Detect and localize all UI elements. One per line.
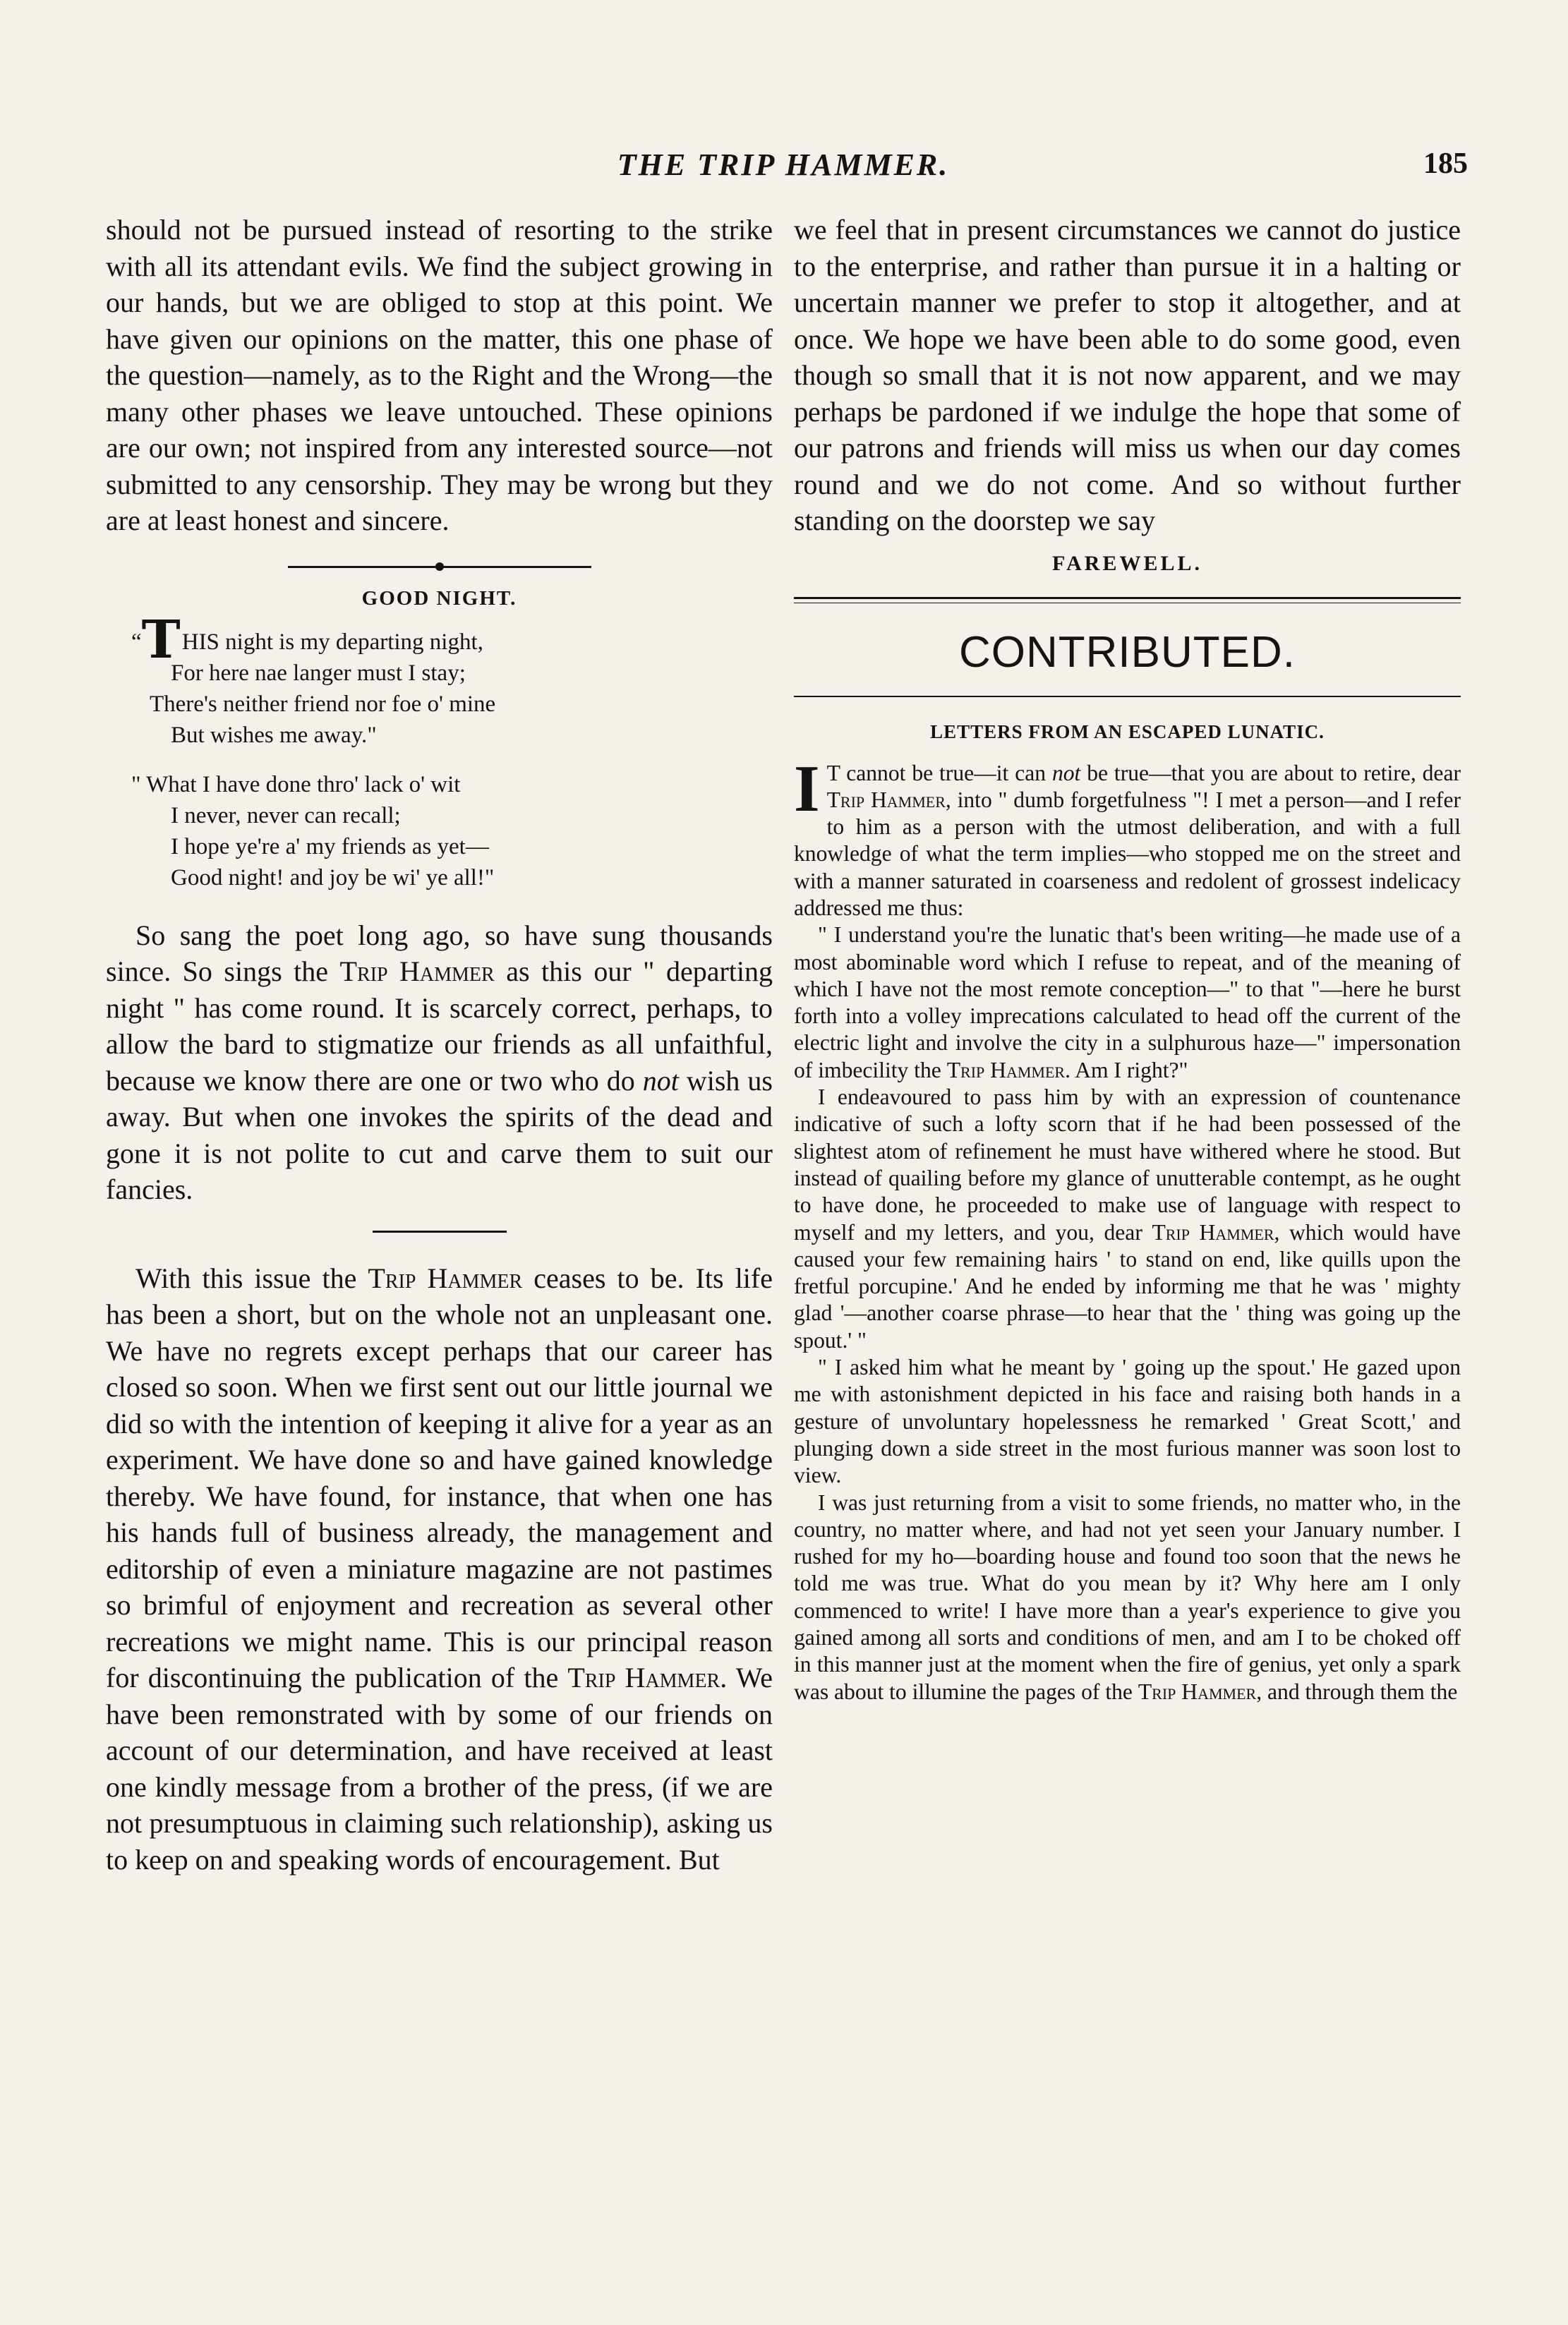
- poem-line: For here nae langer must I stay;: [171, 660, 466, 686]
- trip-hammer-name: Trip Hammer: [339, 955, 495, 987]
- letter-paragraph: I endeavoured to pass him by with an expression of countenance indicative of such a lofty scorn that if he had been possessed of the slightest atom of refinement he must have withered where he stood. But instead of quailing before my glance of unutterable contempt, as he ought to have done, he proceeded to make use of language with respect to myself and my letters, and you, dear Trip Hammer, which would have caused your few remaining hairs ' to stand on end, like quills upon the fretful porcupine.' And he ended by informing me that he was ' mighty glad '—another coarse phrase—to hear that the ' thing was going up the spout.' ": [794, 1085, 1461, 1353]
- ornamental-divider: [106, 559, 773, 572]
- section-rule: [794, 597, 1461, 603]
- poem-line: But wishes me away.": [171, 722, 377, 748]
- poem-line: " What I have done thro' lack o' wit: [131, 771, 461, 797]
- farewell-signoff: FAREWELL.: [1052, 551, 1202, 575]
- section-rule: [794, 696, 1461, 697]
- letter-paragraph: I T cannot be true—it can not be true—that you are about to retire, dear Trip Hammer, into " dumb forgetfulness "! I met a person—and I refer to him as a person with the utmost deliberation, and with a full knowledge of what the term implies—who stopped me on the street and with a manner saturated in coarseness and redolent of grossest indelicacy addressed me thus:: [794, 751, 1461, 920]
- running-title: THE TRIP HAMMER.: [617, 147, 950, 182]
- poem: [131, 609, 773, 893]
- letter-paragraph: I was just returning from a visit to some friends, no matter who, in the country, no matter where, and had not yet seen your January number. I rushed for my ho—boarding house and found too soon that the news he told me was true. What do you mean by it? Why here am I only commenced to write! I have more than a year's experience to give you gained among all sorts and conditions of men, and am I to be choked off in this manner just at the moment when the fire of genius, yet only a spark was about to illumine the pages of the Trip Hammer, and through them the: [794, 1490, 1461, 1704]
- page-header: [99, 147, 1468, 196]
- continued-paragraph: should not be pursued instead of resorting to the strike with all its attendant evils. We find the subject growing in our hands, but we are obliged to stop at this point. We have given our opinions on the matter, this one phase of the question—namely, as to the Right and the Wrong—the many other phases we leave untouched. These opinions are our own; not inspired from any interested source—not submitted to any censorship. They may be wrong but they are at least honest and sincere.: [106, 214, 773, 536]
- right-column: [794, 212, 1461, 1705]
- letter-paragraph: " I understand you're the lunatic that's been writing—he made use of a most abominable word which I refuse to repeat, and of the meaning of which I have not the most remote conception—" to that "—here he burst forth into a volley imprecations calculated to head off the current of the electric light and involve the city in a sulphurous haze—" impersonation of imbecility the Trip Hammer. Am I right?": [794, 922, 1461, 1082]
- left-column: [106, 212, 773, 1878]
- final-issue-paragraph: With this issue the Trip Hammer ceases to be. Its life has been a short, but on the whole not an unpleasant one. We have no regrets except perhaps that our career has closed so soon. When we first sent out our little journal we did so with the intention of keeping it alive for a year as an experiment. We have done so and have gained knowledge thereby. We have found, for instance, that when one has his hands full of business already, the management and editorship of even a miniature magazine are not pastimes so brimful of enjoyment and recreation as several other recreations we might name. This is our principal reason for discontinuing the publication of the Trip Hammer. We have been remonstrated with by some of our friends on account of our determination, and have received at least one kindly message from a brother of the press, (if we are not presumptuous in claiming such relationship), asking us to keep on and speaking words of encouragement. But: [106, 1262, 773, 1876]
- contributed-heading: CONTRIBUTED.: [959, 627, 1296, 677]
- poem-line: Good night! and joy be wi' ye all!": [171, 864, 495, 890]
- poem-dropcap: T: [141, 609, 181, 670]
- letter-paragraph: " I asked him what he meant by ' going up the spout.' He gazed upon me with astonishment depicted in his face and raising both hands in a gesture of unvoluntary hopelessness he remarked ' Great Scott,' and plunging down a side street in the most furious manner was soon lost to view.: [794, 1355, 1461, 1488]
- poem-line: There's neither friend nor foe o' mine: [150, 691, 496, 717]
- good-night-heading: GOOD NIGHT.: [361, 586, 517, 610]
- poem-line: I hope ye're a' my friends as yet—: [171, 833, 489, 859]
- poem-line: I never, never can recall;: [171, 802, 401, 828]
- article-dropcap: I: [794, 751, 820, 826]
- poem-line: “THIS night is my departing night,: [131, 609, 483, 670]
- article-title: LETTERS FROM AN ESCAPED LUNATIC.: [930, 720, 1325, 742]
- continued-paragraph: we feel that in present circumstances we cannot do justice to the enterprise, and rather than pursue it in a halting or uncertain manner we prefer to stop it altogether, and at once. We hope we have been able to do some good, even though so small that it is not now apparent, and we may perhaps be pardoned if we indulge the hope that some of our patrons and friends will miss us when our day comes round and we do not come. And so without further standing on the doorstep we say: [794, 214, 1461, 536]
- page-number: 185: [1423, 147, 1468, 180]
- short-divider: [106, 1224, 773, 1236]
- poet-paragraph: So sang the poet long ago, so have sung thousands since. So sings the Trip Hammer as this our " departing night " has come round. It is scarcely correct, perhaps, to allow the bard to stigmatize our friends as all unfaithful, because we know there are one or two who do not wish us away. But when one invokes the spirits of the dead and gone it is not polite to cut and carve them to suit our fancies.: [106, 919, 773, 1205]
